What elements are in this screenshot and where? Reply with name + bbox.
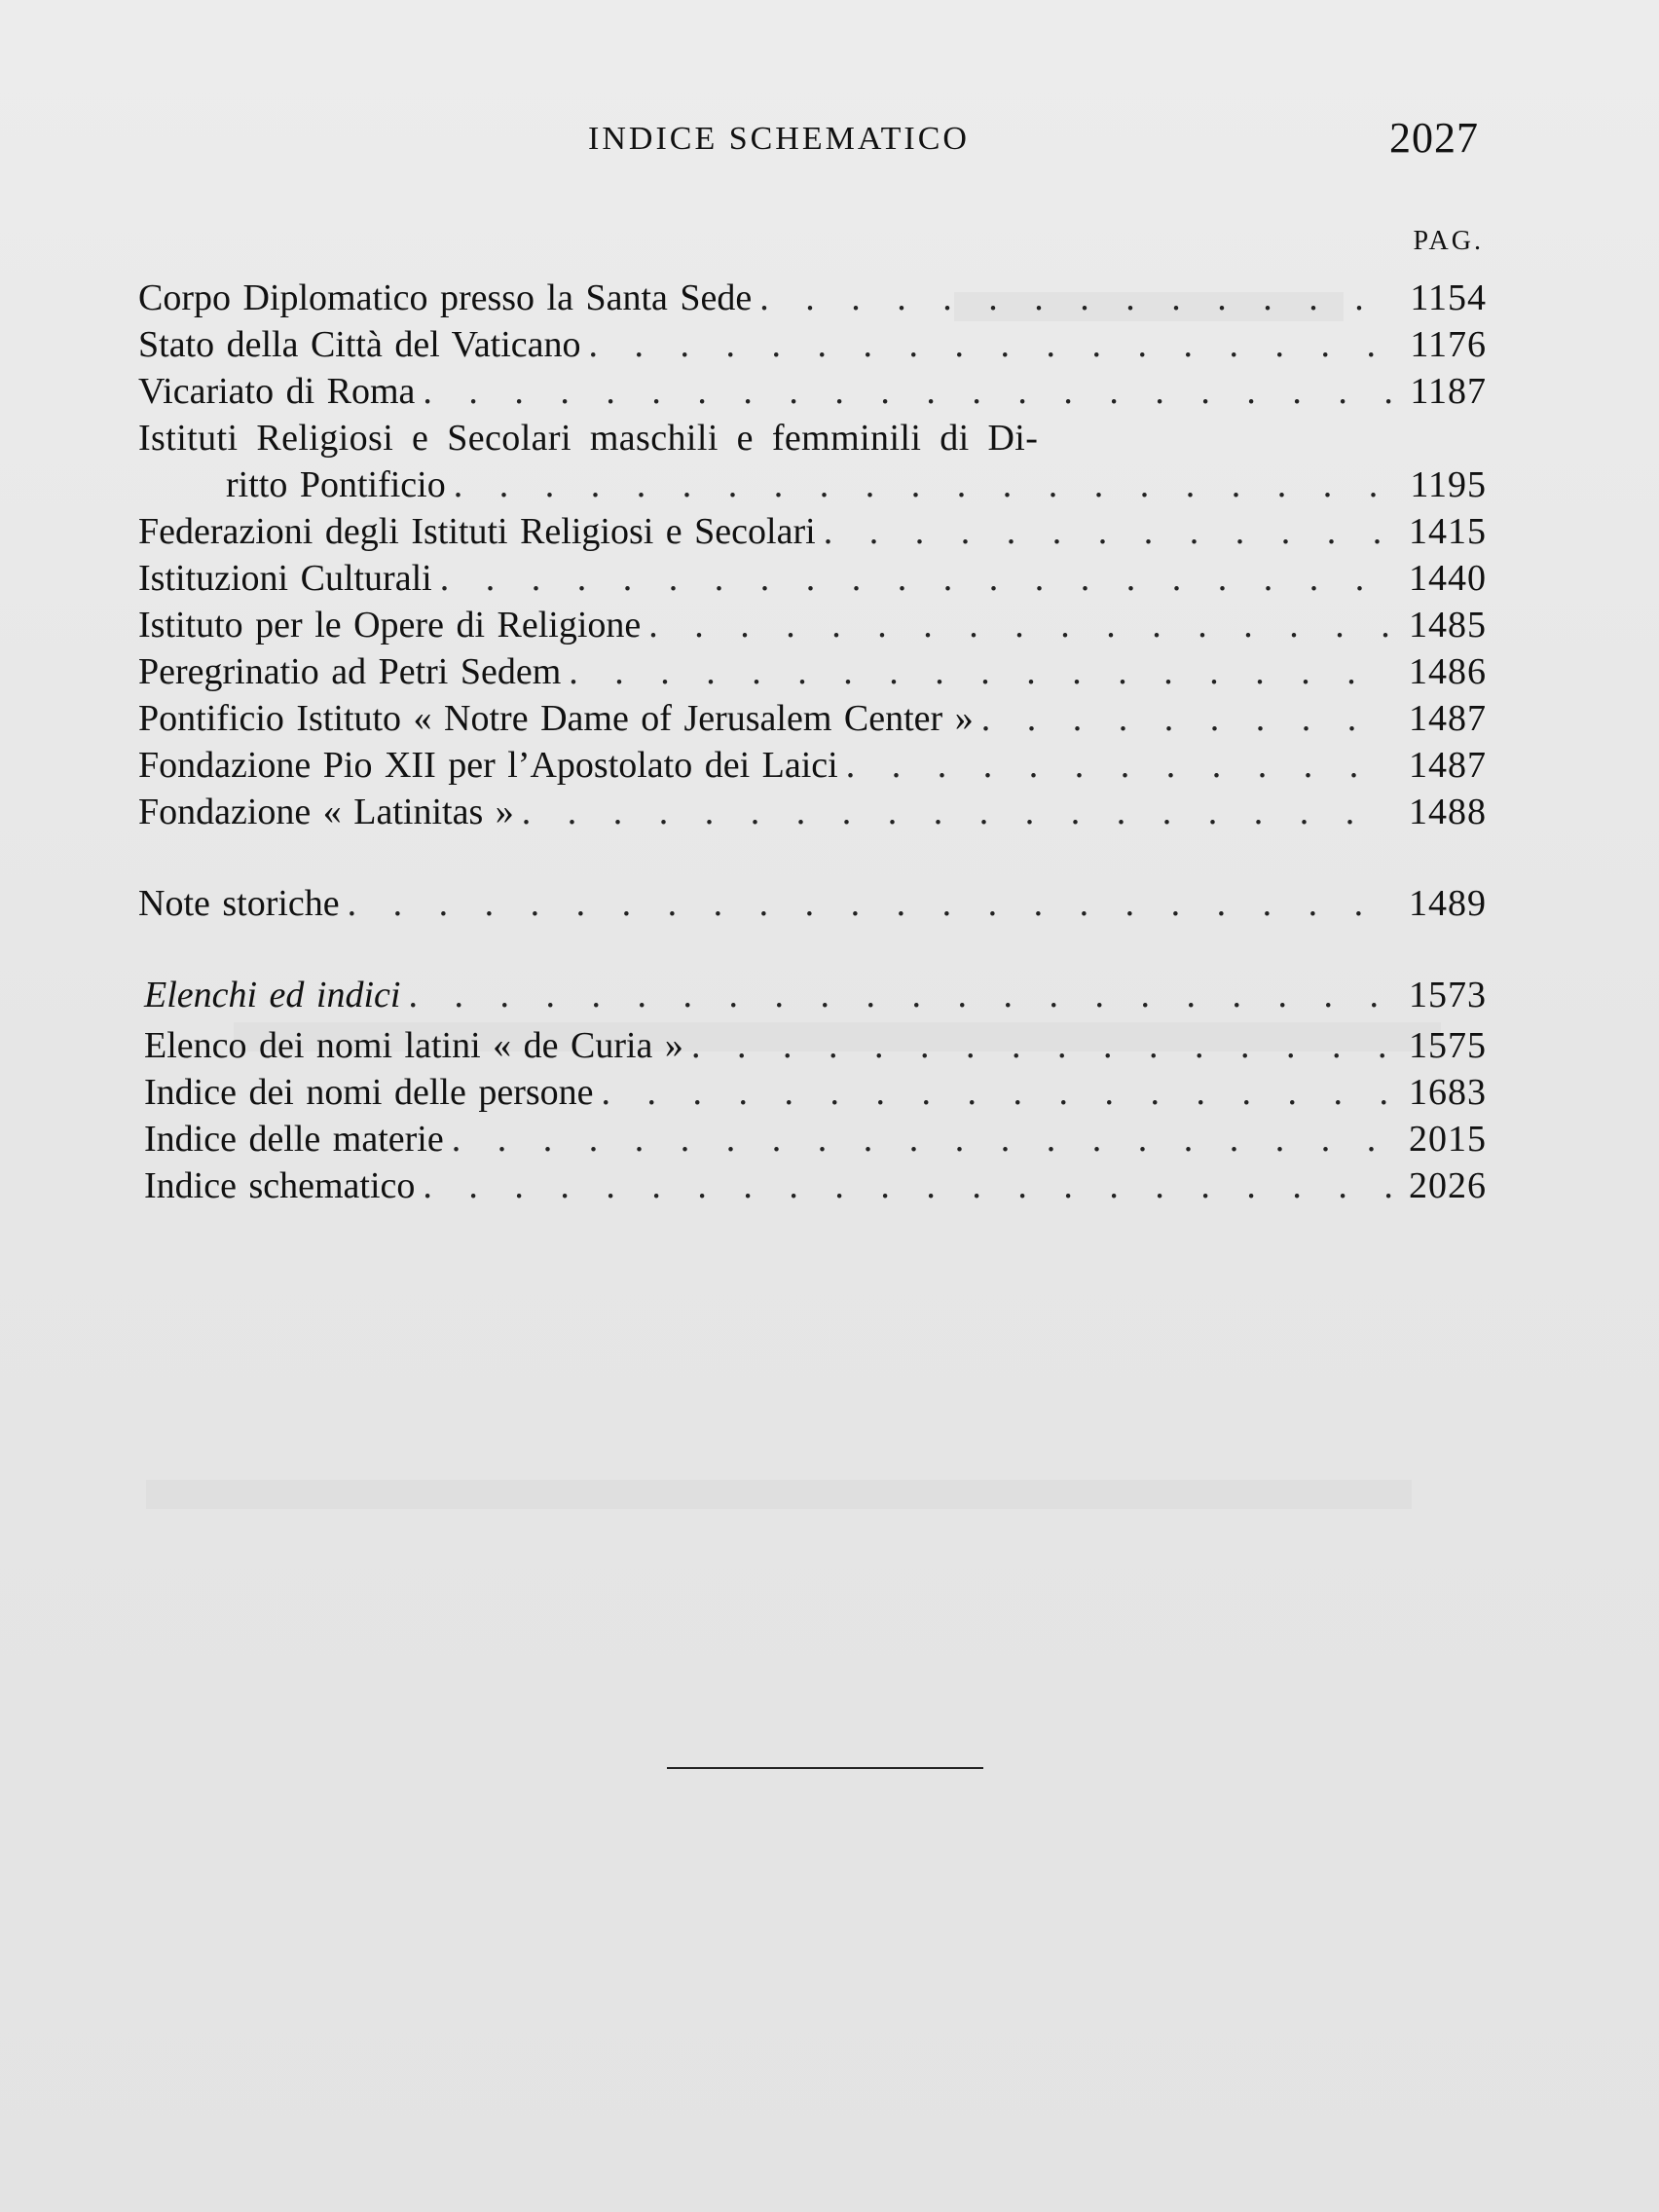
toc-entry-page: 1187: [1410, 371, 1487, 412]
dot-leader: [824, 508, 1391, 555]
toc-entry-page: 1575: [1409, 1025, 1487, 1066]
table-of-contents: [138, 275, 1487, 1209]
toc-entry-page: 1487: [1409, 745, 1487, 786]
dot-leader: [440, 555, 1391, 602]
toc-entry-page: 1573: [1409, 975, 1487, 1015]
dot-leader: [423, 1162, 1391, 1209]
toc-entry-title: Fondazione Pio XII per l’Apostolato dei Laici: [138, 745, 838, 786]
toc-entry-title: Istituto per le Opere di Religione: [138, 605, 642, 645]
dot-leader: [454, 461, 1391, 508]
section-gap: [138, 835, 1487, 880]
toc-entry-title: Elenco dei nomi latini « de Curia »: [144, 1025, 683, 1066]
running-head-page-number: 2027: [1389, 114, 1479, 162]
dot-leader: [522, 789, 1391, 835]
toc-entry-title: ritto Pontificio: [226, 464, 446, 505]
dot-leader: [452, 1116, 1391, 1162]
dot-leader: [348, 880, 1391, 927]
toc-entry-page: 1195: [1410, 464, 1487, 505]
toc-entry: [138, 321, 1487, 368]
toc-entry-page: 1489: [1409, 883, 1487, 924]
toc-entry: [138, 972, 1487, 1018]
toc-entry-title: Istituti Religiosi e Secolari maschili e femminili di Di-: [138, 418, 1039, 459]
toc-entry-page: 1683: [1409, 1072, 1487, 1113]
dot-leader: [648, 602, 1391, 648]
dot-leader: [602, 1069, 1391, 1116]
toc-entry: [138, 789, 1487, 835]
toc-entry-title: Fondazione « Latinitas »: [138, 792, 514, 832]
running-head-title: INDICE SCHEMATICO: [588, 121, 970, 157]
toc-entry: [138, 415, 1487, 461]
toc-entry-title: Indice schematico: [144, 1165, 416, 1206]
toc-entry: [138, 602, 1487, 648]
toc-entry: [138, 880, 1487, 927]
dot-leader: [589, 321, 1391, 368]
dot-leader: [569, 648, 1391, 695]
toc-entry: [138, 648, 1487, 695]
dot-leader: [423, 368, 1391, 415]
toc-entry-title: Note storiche: [138, 883, 340, 924]
toc-entry-page: 2026: [1409, 1165, 1487, 1206]
toc-entry: [138, 1162, 1487, 1209]
page-column-label: PAG.: [1413, 226, 1484, 256]
toc-entry-page: 1440: [1409, 558, 1487, 599]
dot-leader: [691, 1022, 1391, 1069]
toc-entry-title: Istituzioni Culturali: [138, 558, 432, 599]
toc-entry-title: Vicariato di Roma: [138, 371, 416, 412]
toc-entry: [138, 275, 1487, 321]
toc-entry-page: 1415: [1409, 511, 1487, 552]
toc-entry-page: 1176: [1410, 324, 1487, 365]
dot-leader: [759, 275, 1391, 321]
toc-entry: [138, 508, 1487, 555]
toc-entry-page: 1154: [1410, 277, 1487, 318]
toc-entry-title: Stato della Città del Vaticano: [138, 324, 581, 365]
dot-leader: [408, 972, 1391, 1018]
toc-entry-title: Corpo Diplomatico presso la Santa Sede: [138, 277, 753, 318]
closing-rule: [667, 1767, 983, 1769]
toc-entry-title: Elenchi ed indici: [144, 975, 401, 1015]
toc-entry-title: Indice dei nomi delle persone: [144, 1072, 594, 1113]
toc-entry-title: Peregrinatio ad Petri Sedem: [138, 651, 562, 692]
toc-entry: [138, 695, 1487, 742]
toc-entry-title: Indice delle materie: [144, 1119, 444, 1160]
toc-entry-page: 1485: [1409, 605, 1487, 645]
toc-entry-page: 1486: [1409, 651, 1487, 692]
toc-entry: [138, 1022, 1487, 1069]
toc-entry: [138, 555, 1487, 602]
toc-entry-title: Pontificio Istituto « Notre Dame of Jerusalem Center »: [138, 698, 974, 739]
toc-entry: [138, 1116, 1487, 1162]
toc-entry-page: 1488: [1409, 792, 1487, 832]
dot-leader: [981, 695, 1391, 742]
toc-entry-continuation: [138, 461, 1487, 508]
toc-entry-page: 2015: [1409, 1119, 1487, 1160]
section-gap: [138, 927, 1487, 972]
toc-entry: [138, 368, 1487, 415]
toc-entry: [138, 1069, 1487, 1116]
toc-entry-page: 1487: [1409, 698, 1487, 739]
dot-leader: [846, 742, 1391, 789]
toc-entry-title: Federazioni degli Istituti Religiosi e Secolari: [138, 511, 816, 552]
toc-entry: [138, 742, 1487, 789]
